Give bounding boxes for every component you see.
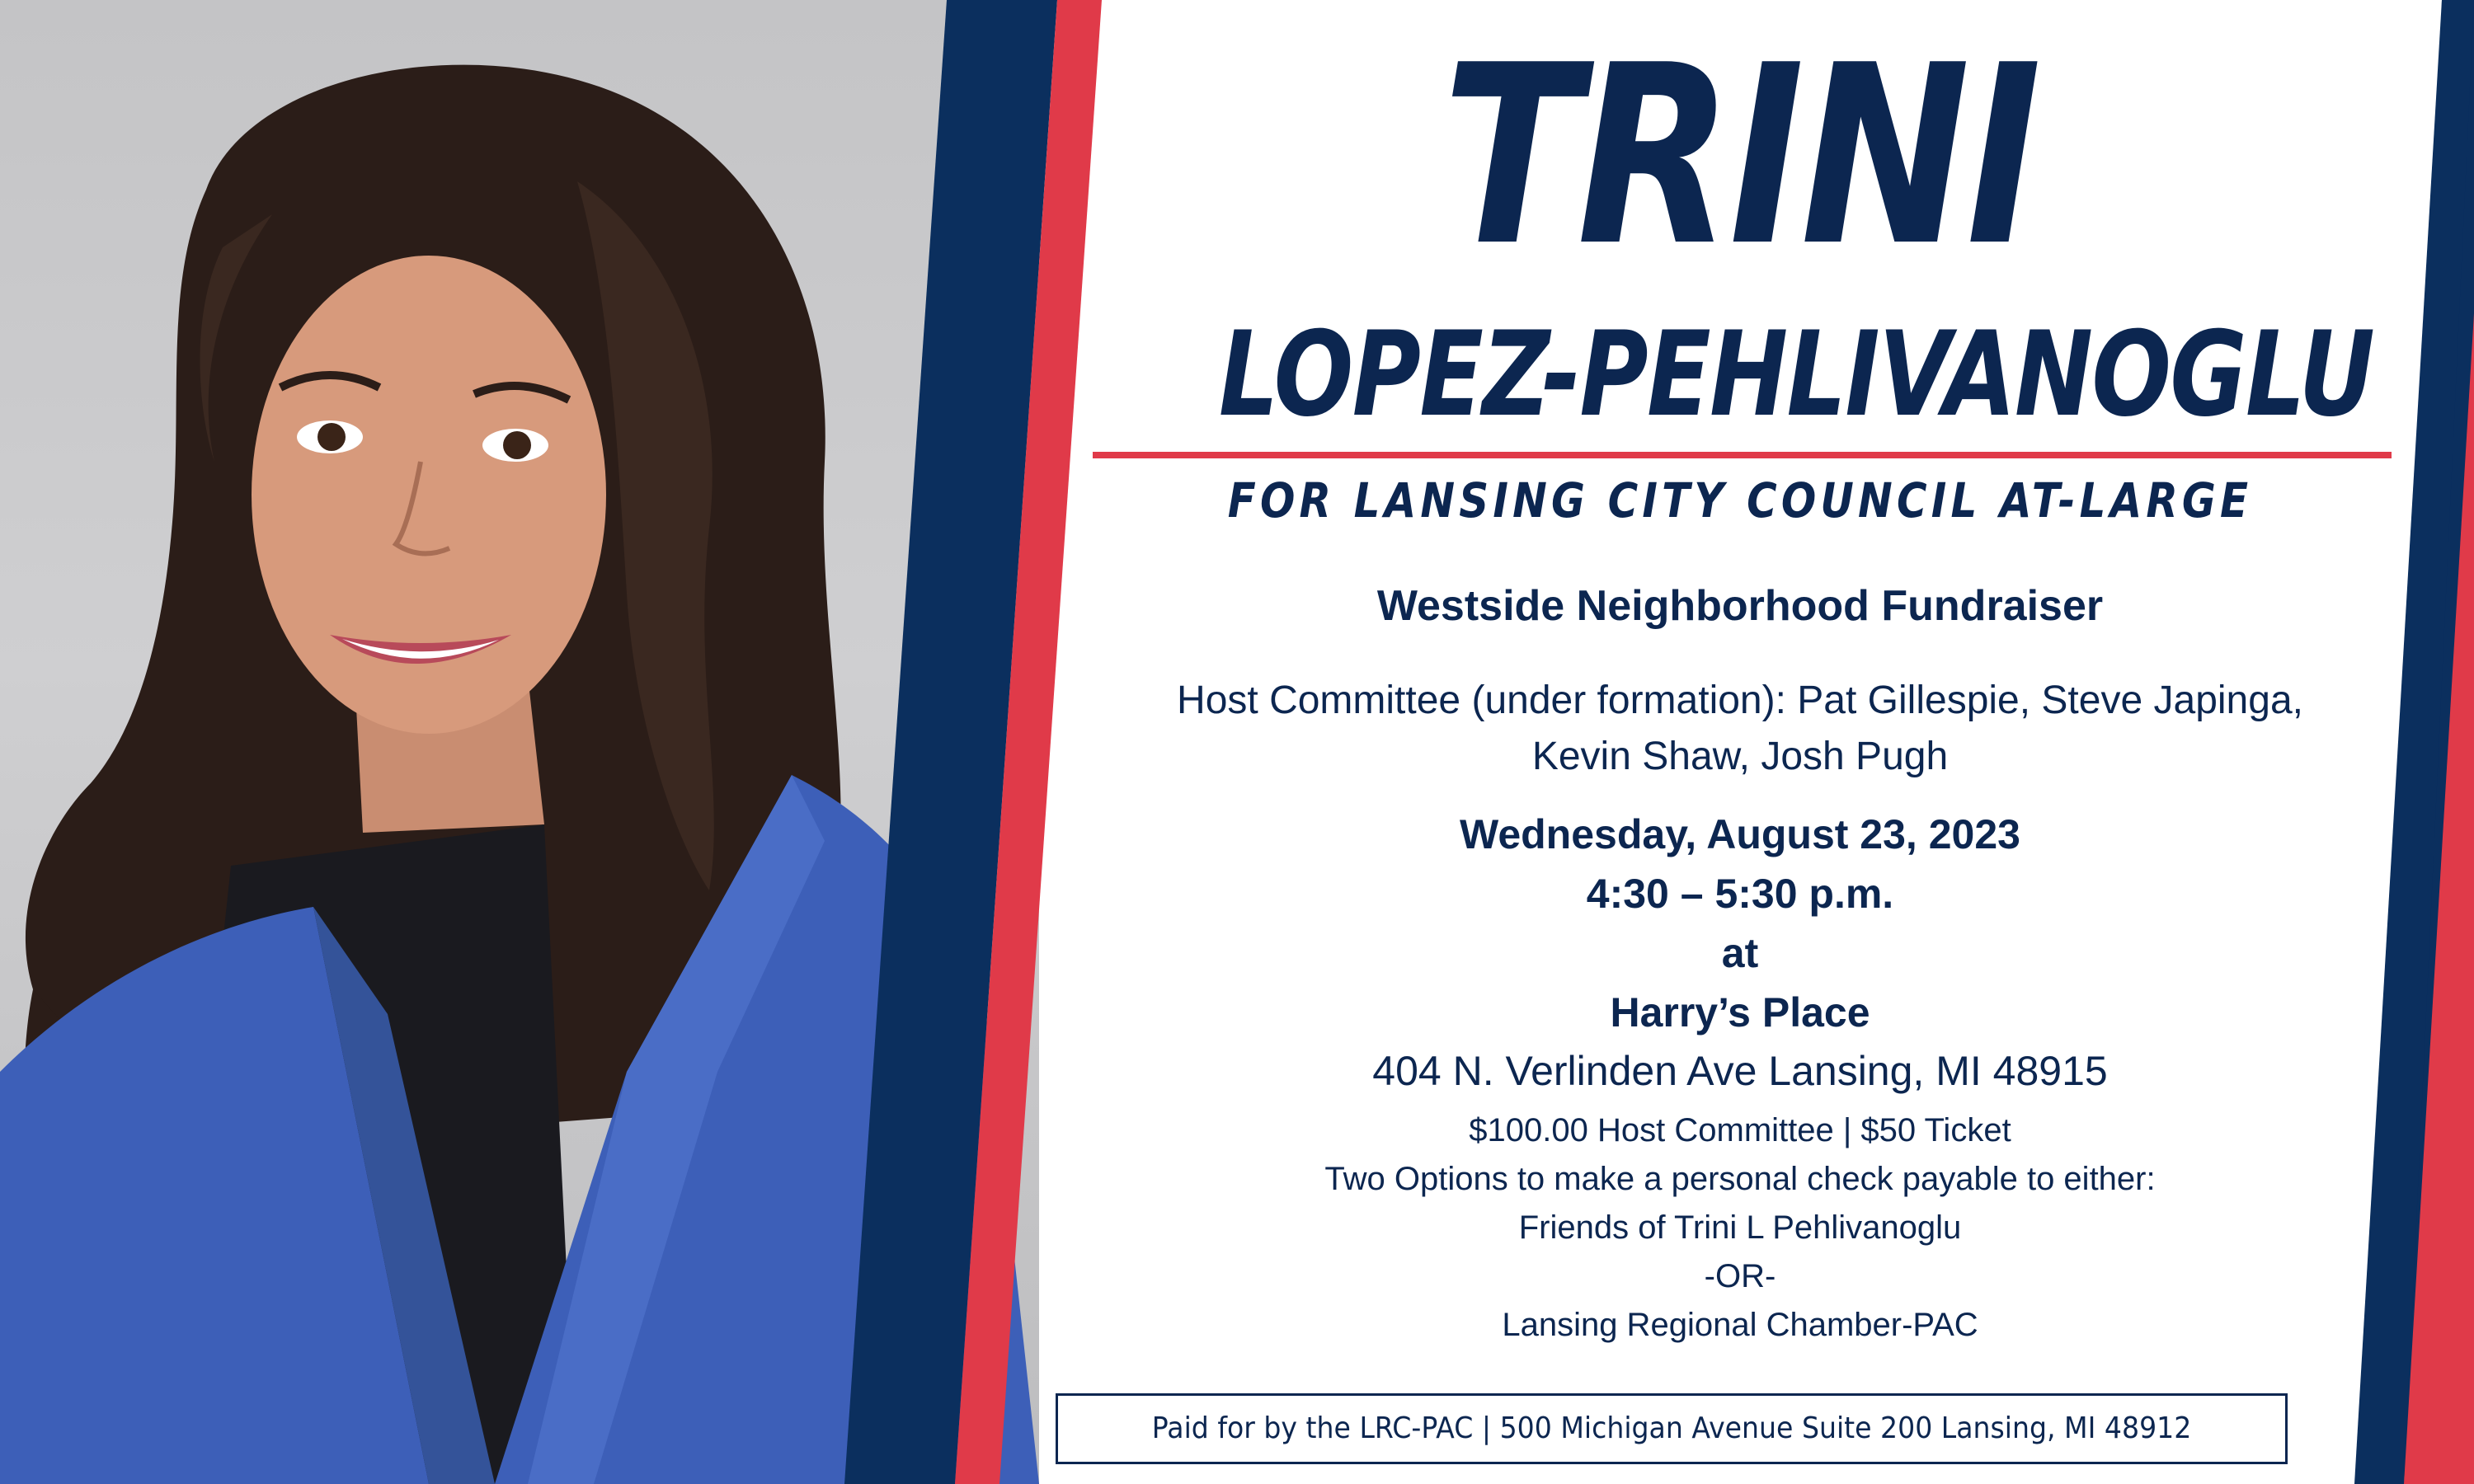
office-sought: FOR LANSING CITY COUNCIL AT-LARGE bbox=[1227, 472, 2253, 528]
payee-option-2: Lansing Regional Chamber-PAC bbox=[1502, 1307, 1978, 1343]
host-committee bbox=[1089, 673, 2392, 785]
event-at: at bbox=[1721, 930, 1759, 976]
paid-for-by-text: Paid for by the LRC-PAC | 500 Michigan Avenue Suite 200 Lansing, MI 48912 bbox=[1151, 1411, 2192, 1445]
payee-or: -OR- bbox=[1704, 1258, 1776, 1294]
flyer-content bbox=[1089, 0, 2392, 1484]
candidate-last-name: LOPEZ-PEHLIVANOGLU bbox=[1219, 307, 2374, 443]
event-venue: Harry’s Place bbox=[1610, 989, 1870, 1036]
payment-info bbox=[1089, 1106, 2392, 1350]
candidate-first-name: TRINI bbox=[1442, 12, 2038, 300]
event-details bbox=[1089, 805, 2392, 1042]
paid-for-by-box bbox=[1056, 1393, 2288, 1464]
title-divider bbox=[1093, 452, 2392, 458]
host-committee-line-1: Host Committee (under formation): Pat Gillespie, Steve Japinga, bbox=[1177, 679, 2303, 722]
payee-option-1: Friends of Trini L Pehlivanoglu bbox=[1518, 1209, 1962, 1246]
ticket-prices: $100.00 Host Committee | $50 Ticket bbox=[1469, 1112, 2011, 1148]
event-time: 4:30 – 5:30 p.m. bbox=[1586, 871, 1894, 917]
event-address: 404 N. Verlinden Ave Lansing, MI 48915 bbox=[1372, 1048, 2108, 1094]
event-title: Westside Neighborhood Fundraiser bbox=[1376, 582, 2104, 630]
event-date: Wednesday, August 23, 2023 bbox=[1460, 811, 2020, 857]
check-instructions: Two Options to make a personal check payable to either: bbox=[1324, 1161, 2156, 1197]
host-committee-line-2: Kevin Shaw, Josh Pugh bbox=[1531, 735, 1949, 778]
